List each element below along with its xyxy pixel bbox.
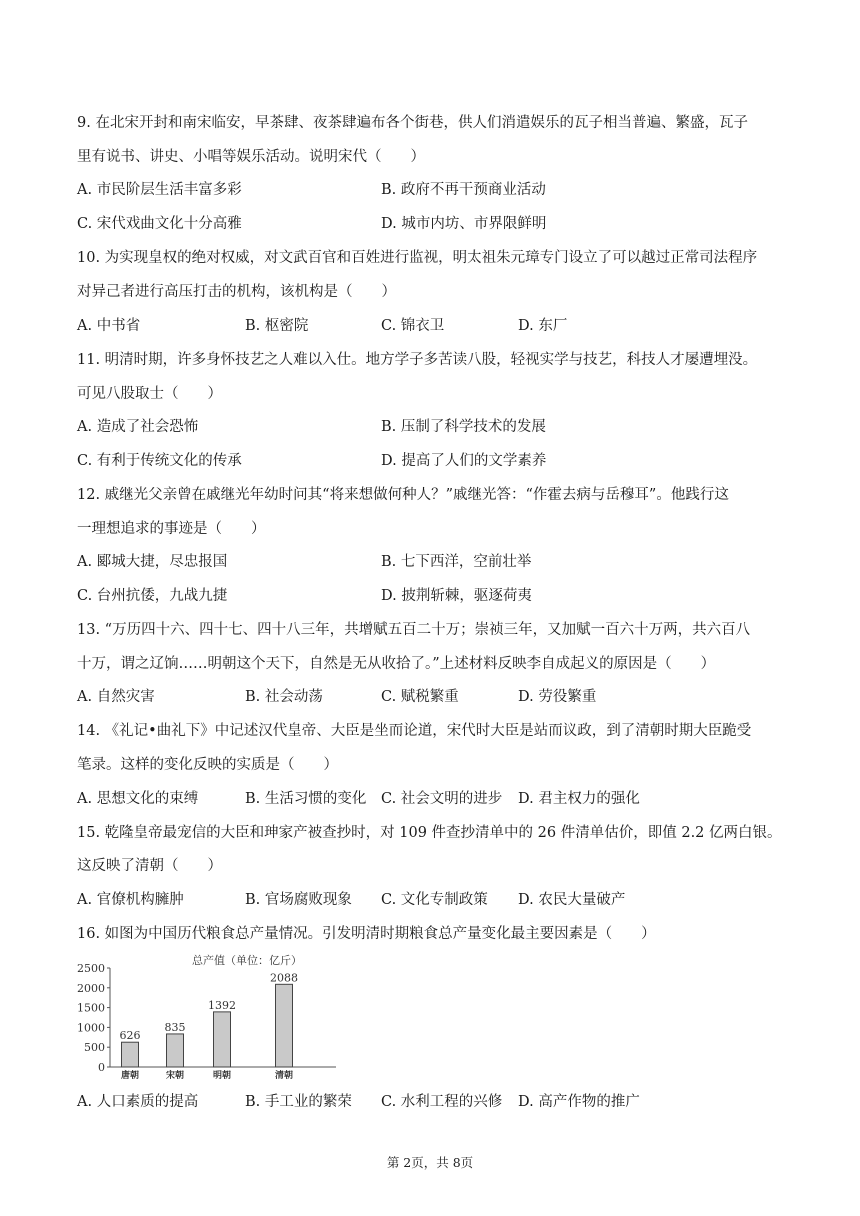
q10-option-a: A. 中书省: [77, 318, 141, 334]
x-category-label: 清朝: [274, 1071, 294, 1080]
q9-option-a: A. 市民阶层生活丰富多彩: [77, 182, 242, 198]
y-tick-label: 500: [84, 1041, 105, 1055]
q16-stem-line-1: 16. 如图为中国历代粮食总产量情况。引发明清时期粮食总产量变化最主要因素是（ ）: [77, 926, 656, 942]
q14-stem-line-2: 笔录。这样的变化反映的实质是（ ）: [77, 757, 338, 773]
bar-4: [276, 984, 293, 1067]
q13-option-d: D. 劳役繁重: [518, 689, 597, 705]
q12-option-a: A. 郾城大捷，尽忠报国: [77, 554, 228, 570]
q16-option-b: B. 手工业的繁荣: [245, 1094, 352, 1110]
q12-option-b: B. 七下西洋，空前壮举: [381, 554, 532, 570]
q14-option-d: D. 君主权力的强化: [518, 791, 640, 807]
y-tick-label: 2500: [77, 962, 105, 975]
q9-option-b: B. 政府不再干预商业活动: [381, 182, 546, 198]
x-category-label: 宋朝: [165, 1071, 185, 1080]
bar-data-label: 2088: [270, 971, 298, 985]
q12-stem-line-2: 一理想追求的事迹是（ ）: [77, 521, 266, 537]
q16-option-d: D. 高产作物的推广: [518, 1094, 640, 1110]
q15-option-c: C. 文化专制政策: [381, 892, 488, 908]
q9-option-c: C. 宋代戏曲文化十分高雅: [77, 216, 242, 232]
q10-stem-line-1: 10. 为实现皇权的绝对权威，对文武百官和百姓进行监视，明太祖朱元璋专门设立了可以越过正常司法程序: [77, 250, 758, 266]
bars-group: [120, 971, 299, 1080]
x-category-label: 唐朝: [120, 1071, 140, 1080]
q15-option-b: B. 官场腐败现象: [245, 892, 352, 908]
q11-option-b: B. 压制了科学技术的发展: [381, 419, 546, 435]
bar-data-label: 835: [164, 1020, 186, 1034]
q12-option-d: D. 披荆斩棘，驱逐荷夷: [381, 588, 532, 604]
q11-stem-line-1: 11. 明清时期，许多身怀技艺之人难以入仕。地方学子多苦读八股，轻视实学与技艺，科技人才屡遭埋没。: [77, 352, 758, 368]
q15-option-a: A. 官僚机构臃肿: [77, 892, 184, 908]
y-axis-ticks: [77, 962, 110, 1074]
y-tick-label: 1500: [77, 1001, 105, 1015]
q12-stem-line-1: 12. 戚继光父亲曾在戚继光年幼时问其“将来想做何种人？”戚继光答：“作霍去病与岳穆耳”。他践行这: [77, 487, 729, 503]
q12-option-c: C. 台州抗倭，九战九捷: [77, 588, 228, 604]
q9-stem-line-1: 9. 在北宋开封和南宋临安，早茶肆、夜茶肆遍布各个街巷，供人们消遣娱乐的瓦子相当普遍、繁盛，瓦子: [77, 115, 748, 131]
q10-option-b: B. 枢密院: [245, 318, 309, 334]
grain-output-bar-chart: [74, 950, 344, 1080]
q14-option-b: B. 生活习惯的变化: [245, 791, 367, 807]
q9-stem-line-2: 里有说书、讲史、小唱等娱乐活动。说明宋代（ ）: [77, 149, 425, 165]
q10-option-d: D. 东厂: [518, 318, 568, 334]
q11-option-d: D. 提高了人们的文学素养: [381, 453, 547, 469]
y-tick-label: 1000: [77, 1021, 105, 1035]
q14-stem-line-1: 14. 《礼记•曲礼下》中记述汉代皇帝、大臣是坐而论道，宋代时大臣是站而议政，到了清朝时期大臣跪受: [77, 723, 752, 739]
q16-option-a: A. 人口素质的提高: [77, 1094, 199, 1110]
bar-1: [122, 1042, 139, 1067]
q11-option-a: A. 造成了社会恐怖: [77, 419, 199, 435]
bar-2: [167, 1034, 184, 1067]
y-tick-label: 0: [98, 1061, 105, 1074]
bar-3: [214, 1012, 231, 1067]
q14-option-c: C. 社会文明的进步: [381, 791, 503, 807]
bar-data-label: 1392: [208, 998, 236, 1012]
q15-stem-line-2: 这反映了清朝（ ）: [77, 858, 222, 874]
q11-stem-line-2: 可见八股取士（ ）: [77, 386, 222, 402]
x-category-label: 明朝: [212, 1071, 232, 1080]
q10-option-c: C. 锦衣卫: [381, 318, 445, 334]
q9-option-d: D. 城市内坊、市界限鲜明: [381, 216, 547, 232]
q15-option-d: D. 农民大量破产: [518, 892, 626, 908]
y-tick-label: 2000: [77, 981, 105, 995]
chart-title: 总产值（单位：亿斤）: [192, 954, 302, 967]
q16-option-c: C. 水利工程的兴修: [381, 1094, 503, 1110]
q15-stem-line-1: 15. 乾隆皇帝最宠信的大臣和珅家产被查抄时，对 109 件查抄清单中的 26 件清单估价，即值 2.2 亿两白银。: [77, 825, 782, 841]
q13-option-b: B. 社会动荡: [245, 689, 323, 705]
q10-stem-line-2: 对异己者进行高压打击的机构，该机构是（ ）: [77, 284, 396, 300]
q14-option-a: A. 思想文化的束缚: [77, 791, 199, 807]
q13-stem-line-1: 13. “万历四十六、四十七、四十八三年，共增赋五百二十万；崇祯三年，又加赋一百六十万两，共六百八: [77, 622, 751, 638]
q13-option-c: C. 赋税繁重: [381, 689, 459, 705]
q13-stem-line-2: 十万，谓之辽饷……明朝这个天下，自然是无从收拾了。”上述材料反映李自成起义的原因是（ ）: [77, 656, 716, 672]
page-footer: 第 2页，共 8页: [386, 1155, 474, 1170]
q11-option-c: C. 有利于传统文化的传承: [77, 453, 242, 469]
bar-data-label: 626: [119, 1029, 141, 1043]
q13-option-a: A. 自然灾害: [77, 689, 155, 705]
